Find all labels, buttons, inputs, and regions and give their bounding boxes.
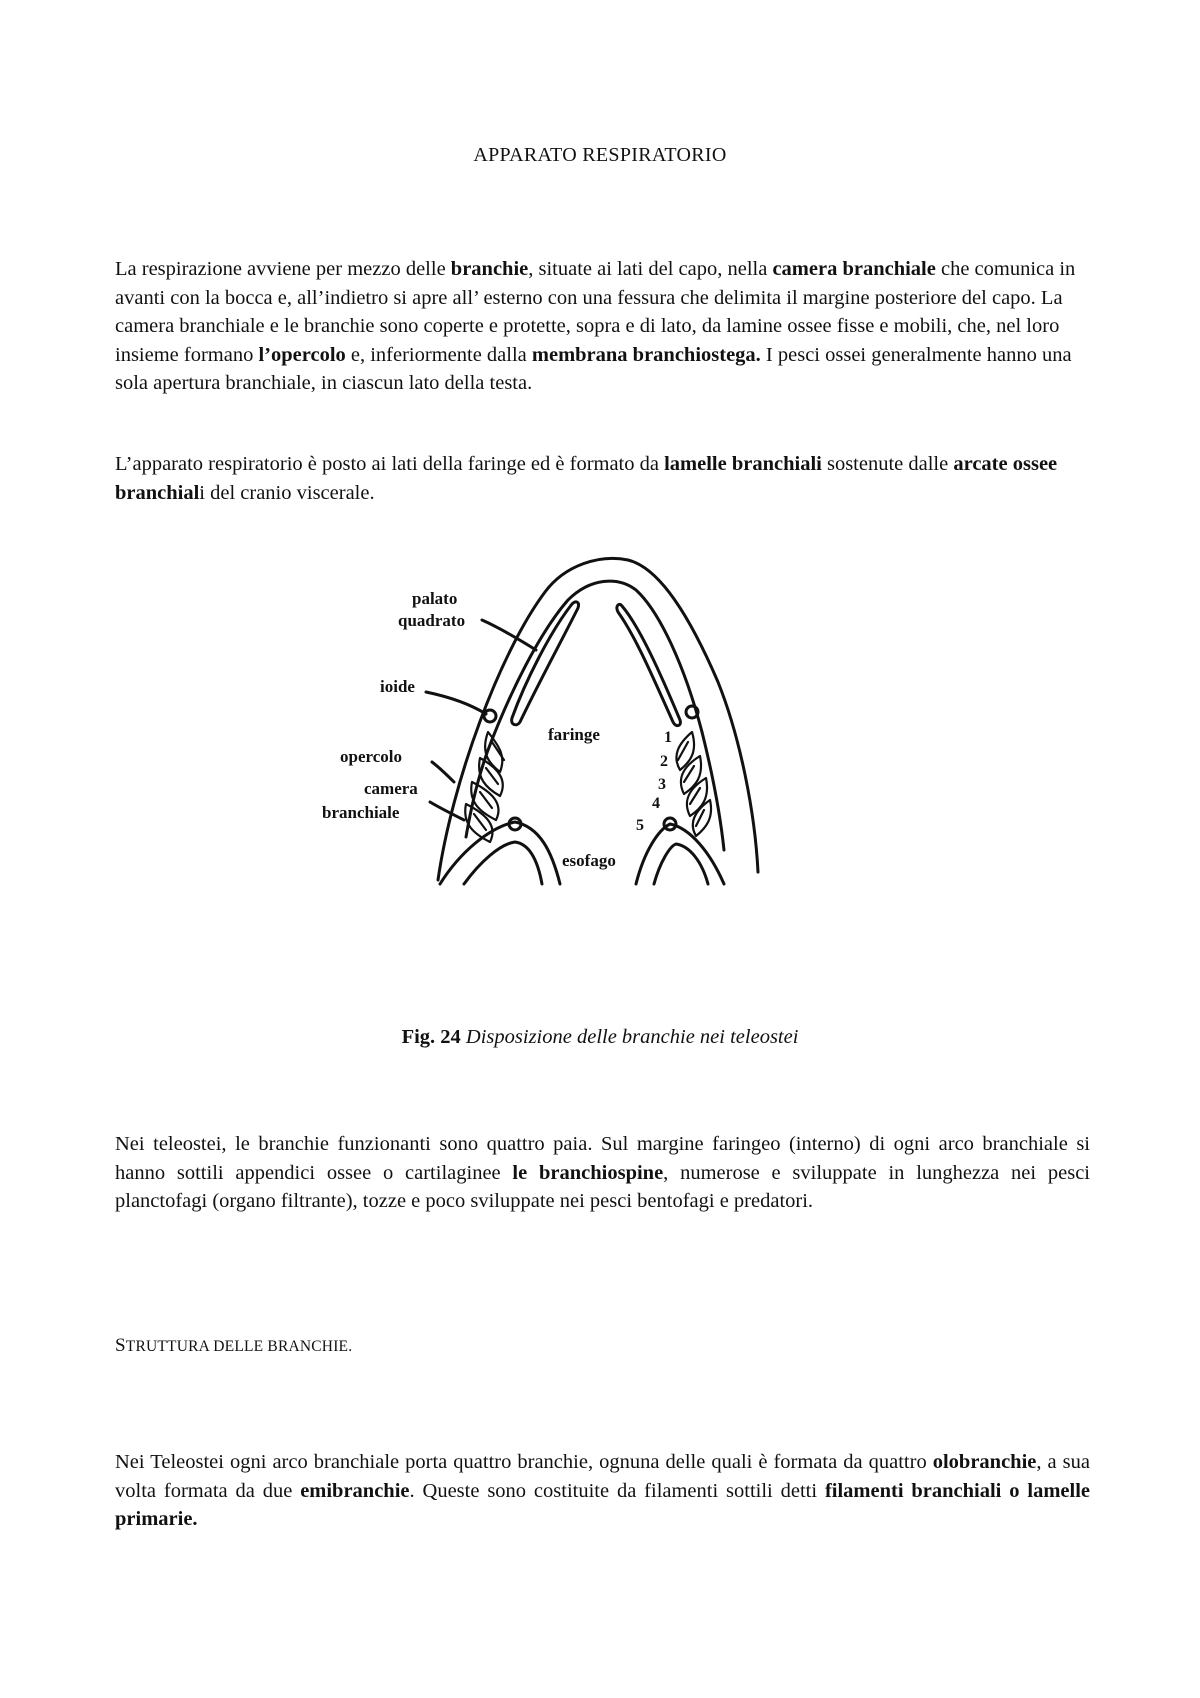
- right-bony-ridge: [617, 604, 680, 725]
- arch-number-5: 5: [636, 817, 644, 834]
- text-span: , situate ai lati del capo, nella: [528, 258, 773, 280]
- label-branchiale: branchiale: [322, 803, 400, 822]
- arch-number-4: 4: [652, 795, 660, 812]
- arch-number-1: 1: [664, 729, 672, 746]
- text-span: , numerose e sviluppate in lunghezza nei pesci planctofagi (organo filtrante), tozze e poco sviluppate nei pesci bentofagi e predatori.: [115, 1161, 1091, 1212]
- text-span: che comunica in avanti con la bocca e, all’indietro si apre all’ esterno con una fessura che delimita il margine posteriore del capo. La camera branchiale e le branchie sono coperte e protette, sopra e di lato, da lamine ossee fisse e mobili, che, nel loro insieme formano: [115, 258, 1076, 366]
- heading-rest: TRUTTURA DELLE BRANCHIE.: [125, 1338, 353, 1355]
- bold-term-lamelle-branchiali: lamelle branchiali: [664, 453, 822, 475]
- leader-camera: [430, 802, 464, 820]
- text-span: Nei Teleostei ogni arco branchiale porta quattro branchie, ognuna delle quali è formata da quattro: [115, 1451, 933, 1473]
- right-body-line: [702, 732, 724, 850]
- paragraph-teleostei: [115, 1130, 1090, 1216]
- label-quadrato: quadrato: [398, 611, 466, 630]
- esofago-right-arch: [636, 824, 724, 884]
- leader-palato: [482, 620, 536, 650]
- text-span: L’apparato respiratorio è posto ai lati della faringe ed è formato da: [115, 453, 665, 475]
- label-faringe: faringe: [548, 725, 600, 744]
- arch-number-3: 3: [658, 776, 666, 793]
- bold-term-emibranchie: emibranchie: [300, 1479, 410, 1502]
- caption-text: Disposizione delle branchie nei teleostei: [465, 1026, 799, 1048]
- palato-quadrato-bone: [512, 602, 579, 725]
- bold-term-branchie: branchie: [450, 258, 529, 280]
- esofago-left-arch-inner: [464, 842, 542, 884]
- text-span: sostenute dalle: [821, 453, 954, 475]
- text-span: . Queste sono costituite da filamenti sottili detti: [409, 1479, 825, 1502]
- page-title: APPARATO RESPIRATORIO: [473, 144, 727, 166]
- text-span: , a sua volta formata da due: [115, 1451, 1090, 1502]
- text-span: e, inferiormente dalla: [345, 343, 532, 366]
- bold-term-opercolo: l’opercolo: [258, 343, 346, 366]
- text-span: i del cranio viscerale.: [199, 481, 375, 504]
- gill-diagram-figure: [322, 532, 860, 972]
- bold-term-branchiospine: le branchiospine: [512, 1161, 664, 1184]
- esofago-right-arch-inner: [654, 844, 708, 884]
- leader-opercolo: [432, 762, 454, 782]
- paragraph-struttura: [115, 1448, 1090, 1534]
- leader-ioide: [426, 692, 486, 714]
- label-camera: camera: [364, 779, 418, 798]
- ioide-left: [484, 710, 496, 722]
- label-palato: palato: [412, 589, 458, 608]
- figure-caption: [0, 1026, 1200, 1049]
- text-span: La respirazione avviene per mezzo delle: [115, 258, 451, 280]
- bold-term-arcate-ossee: arcate ossee branchial: [115, 453, 1058, 504]
- label-esofago: esofago: [562, 851, 616, 870]
- section-heading: [115, 1335, 352, 1357]
- bold-term-camera-branchiale: camera branchiale: [772, 258, 936, 280]
- bold-term-olobranchie: olobranchie: [932, 1451, 1037, 1473]
- gill-diagram: [322, 532, 860, 972]
- arch-number-2: 2: [660, 753, 668, 770]
- bold-term-filamenti-branchiali: filamenti branchiali o lamelle primarie.: [115, 1479, 1090, 1530]
- paragraph-apparato: [115, 450, 1090, 507]
- esofago-left-arch: [440, 822, 560, 884]
- paragraph-respirazione: [115, 255, 1090, 398]
- caption-fig-number: Fig. 24: [401, 1026, 461, 1048]
- label-ioide: ioide: [380, 677, 415, 696]
- bold-term-membrana-branchiostega: membrana branchiostega.: [531, 343, 761, 366]
- label-opercolo: opercolo: [340, 747, 403, 766]
- text-span: I pesci ossei generalmente hanno una sola apertura branchiale, in ciascun lato della testa.: [115, 343, 1072, 394]
- heading-first-letter: S: [115, 1335, 126, 1356]
- text-span: Nei teleostei, le branchie funzionanti sono quattro paia. Sul margine faringeo (interno) di ogni arco branchiale si hanno sottili appendici ossee o cartilaginee: [115, 1133, 1090, 1184]
